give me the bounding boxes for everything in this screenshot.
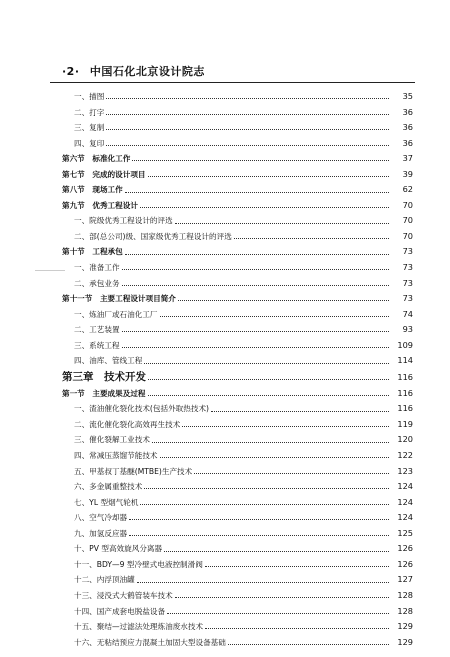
toc-item-row [0,136,413,152]
toc-entry-label: 二、承包业务 [74,278,120,288]
toc-page-number: 36 [402,122,413,133]
toc-item-row [0,495,413,511]
toc-page-number: 120 [397,434,413,445]
toc-item-row [0,229,413,245]
toc-page-number: 127 [397,574,413,585]
toc-entry-label: 八、空气冷却器 [74,513,128,523]
toc-section-row [0,167,413,183]
toc-entry-label: 九、加氢反应器 [74,528,128,538]
toc-entry-label: 第六节 标准化工作 [62,154,131,164]
dot-leader [125,254,389,255]
toc-section-row [0,244,413,260]
toc-page-number: 126 [397,558,413,569]
dot-leader [129,535,389,536]
toc-entry-label: 一、渣油催化裂化技术(包括外取热技术) [74,404,210,414]
toc-entry-label: 三、催化裂解工业技术 [74,435,150,445]
dot-leader [140,504,389,505]
dot-leader [167,613,389,614]
dot-leader [194,473,389,474]
toc-item-row [0,417,413,433]
dot-leader [129,519,389,520]
toc-entry-label: 一、描图 [74,92,105,101]
dot-leader [144,488,389,489]
toc-item-row [0,276,413,292]
toc-item-row [0,604,413,620]
dot-leader [106,98,389,99]
toc-item-row [0,588,413,604]
toc-item-row [0,510,413,526]
toc-entry-label: 第三章 技术开发 [62,370,146,383]
toc-entry-label: 七、YL 型烟气轮机 [74,497,139,507]
dot-leader [106,129,389,130]
toc-section-row [0,198,413,214]
dot-leader [148,379,389,380]
toc-entry-label: 十四、国产成套电脱盐设备 [74,606,166,616]
toc-item-row [0,464,413,480]
toc-item-row [0,448,413,464]
toc-page-number: 129 [397,636,413,647]
dot-leader [137,582,389,583]
toc-item-row [0,338,413,354]
toc-page-number: 123 [397,465,413,476]
dot-leader [122,347,389,348]
toc-entry-label: 十、PV 型高效旋风分离器 [74,544,163,554]
toc-entry-label: 三、系统工程 [74,340,120,350]
toc-page-number: 124 [397,512,413,523]
toc-item-row [0,105,413,121]
toc-entry-label: 三、复制 [74,123,105,133]
toc-item-row [0,572,413,588]
toc-page-number: 73 [402,246,413,257]
toc-item-row [0,120,413,136]
toc-page-number: 116 [397,371,413,382]
toc-entry-label: 五、甲基叔丁基醚(MTBE)生产技术 [74,466,193,476]
toc-item-row [0,619,413,635]
toc-entry-label: 第八节 现场工作 [62,185,123,195]
toc-page-number: 62 [402,184,413,195]
toc-page-number: 39 [402,168,413,179]
toc-item-row [0,260,413,276]
dot-leader [122,285,389,286]
toc-entry-label: 二、打字 [74,107,105,117]
dot-leader [148,395,389,396]
toc-entry-label: 第七节 完成的设计项目 [62,169,146,179]
toc-entry-label: 一、院级优秀工程设计的评选 [74,216,173,226]
toc-entry-label: 四、常减压蒸馏节能技术 [74,451,158,461]
toc-page-number: 70 [402,230,413,241]
toc-page-number: 109 [397,339,413,350]
toc-entry-label: 第十一节 主要工程设计项目简介 [62,294,176,304]
toc-entry-label: 十一、BDY—9 型冷壁式电液控制滑阀 [74,559,203,569]
toc-entry-label: 四、复印 [74,138,105,148]
toc-entry-label: 二、部(总公司)级、国家级优秀工程设计的评选 [74,231,232,241]
toc-section-row [0,291,413,307]
toc-item-row [0,557,413,573]
toc-entry-label: 第十节 工程承包 [62,247,123,257]
dot-leader [122,269,389,270]
toc-page-number: 126 [397,543,413,554]
toc-page-number: 70 [402,199,413,210]
toc-entry-label: 十五、聚结—过滤法处理炼油废水技术 [74,622,204,632]
toc-item-row [0,635,413,651]
toc-entry-label: 十三、浸没式大鹤管装车技术 [74,590,173,600]
toc-item-row [0,432,413,448]
toc-page-number: 35 [402,91,413,101]
toc-item-row [0,526,413,542]
dot-leader [152,442,389,443]
dot-leader [228,644,389,645]
dot-leader [160,457,389,458]
toc-page-number: 129 [397,621,413,632]
dot-leader [122,331,389,332]
toc-entry-label: 十二、内浮顶油罐 [74,575,135,585]
dot-leader [205,628,389,629]
dot-leader [211,411,389,412]
dot-leader [182,426,389,427]
toc-entry-label: 第九节 优秀工程设计 [62,200,138,210]
toc-item-row [0,541,413,557]
toc-item-row [0,401,413,417]
toc-entry-label: 十六、无粘结预应力混凝土加固大型设备基础 [74,637,226,647]
toc-item-row [0,89,413,105]
toc-page-number: 73 [402,277,413,288]
toc-page-number: 36 [402,137,413,148]
dot-leader [148,176,389,177]
dot-leader [132,160,389,161]
dot-leader [205,566,389,567]
toc-entry-label: 二、流化催化裂化高效再生技术 [74,419,181,429]
dot-leader [106,145,389,146]
toc-page-number: 128 [397,589,413,600]
toc-page-number: 114 [397,355,413,366]
dot-leader [144,363,389,364]
toc-item-row [0,307,413,323]
dot-leader [160,316,389,317]
toc-page-number: 73 [402,262,413,273]
header-book-title: 中国石化北京设计院志 [89,65,205,78]
toc-item-row [0,479,413,495]
toc-entry-label: 六、多金属重整技术 [74,482,143,492]
header-rule [50,82,415,83]
toc-entry-label: 一、炼油厂或石油化工厂 [74,309,158,319]
toc-page-number: 73 [402,293,413,304]
toc-page-number: 116 [397,403,413,414]
toc-page-number: 119 [397,418,413,429]
dot-leader [140,207,389,208]
toc-page-number: 124 [397,496,413,507]
toc-entry-label: 四、油库、管线工程 [74,356,143,366]
dot-leader [178,300,389,301]
toc-page-number: 70 [402,215,413,226]
toc-entry-label: 第一节 主要成果及过程 [62,388,146,398]
toc-page-number: 128 [397,605,413,616]
toc-item-row [0,353,413,369]
dot-leader [175,597,389,598]
toc-entry-label: 二、工艺装置 [74,325,120,335]
toc-section-row [0,386,413,402]
toc-section-row [0,151,413,167]
toc-page-number: 122 [397,450,413,461]
running-header [62,63,205,79]
toc-entry-label: 一、准备工作 [74,263,120,273]
dot-leader [164,551,389,552]
dot-leader [234,238,389,239]
toc-page-number: 125 [397,527,413,538]
header-page-number: ·2· [62,65,80,78]
dot-leader [175,223,389,224]
toc-page-number: 93 [402,324,413,335]
toc-item-row [0,213,413,229]
toc-page-number: 74 [402,308,413,319]
toc-item-row [0,322,413,338]
toc-page-number: 116 [397,387,413,398]
dot-leader [106,114,389,115]
toc-page-number: 36 [402,106,413,117]
toc-section-row [0,182,413,198]
toc-chapter-row [0,369,413,386]
toc-page-number: 37 [402,153,413,164]
dot-leader [125,192,389,193]
toc-page-number: 124 [397,481,413,492]
table-of-contents [0,89,450,650]
